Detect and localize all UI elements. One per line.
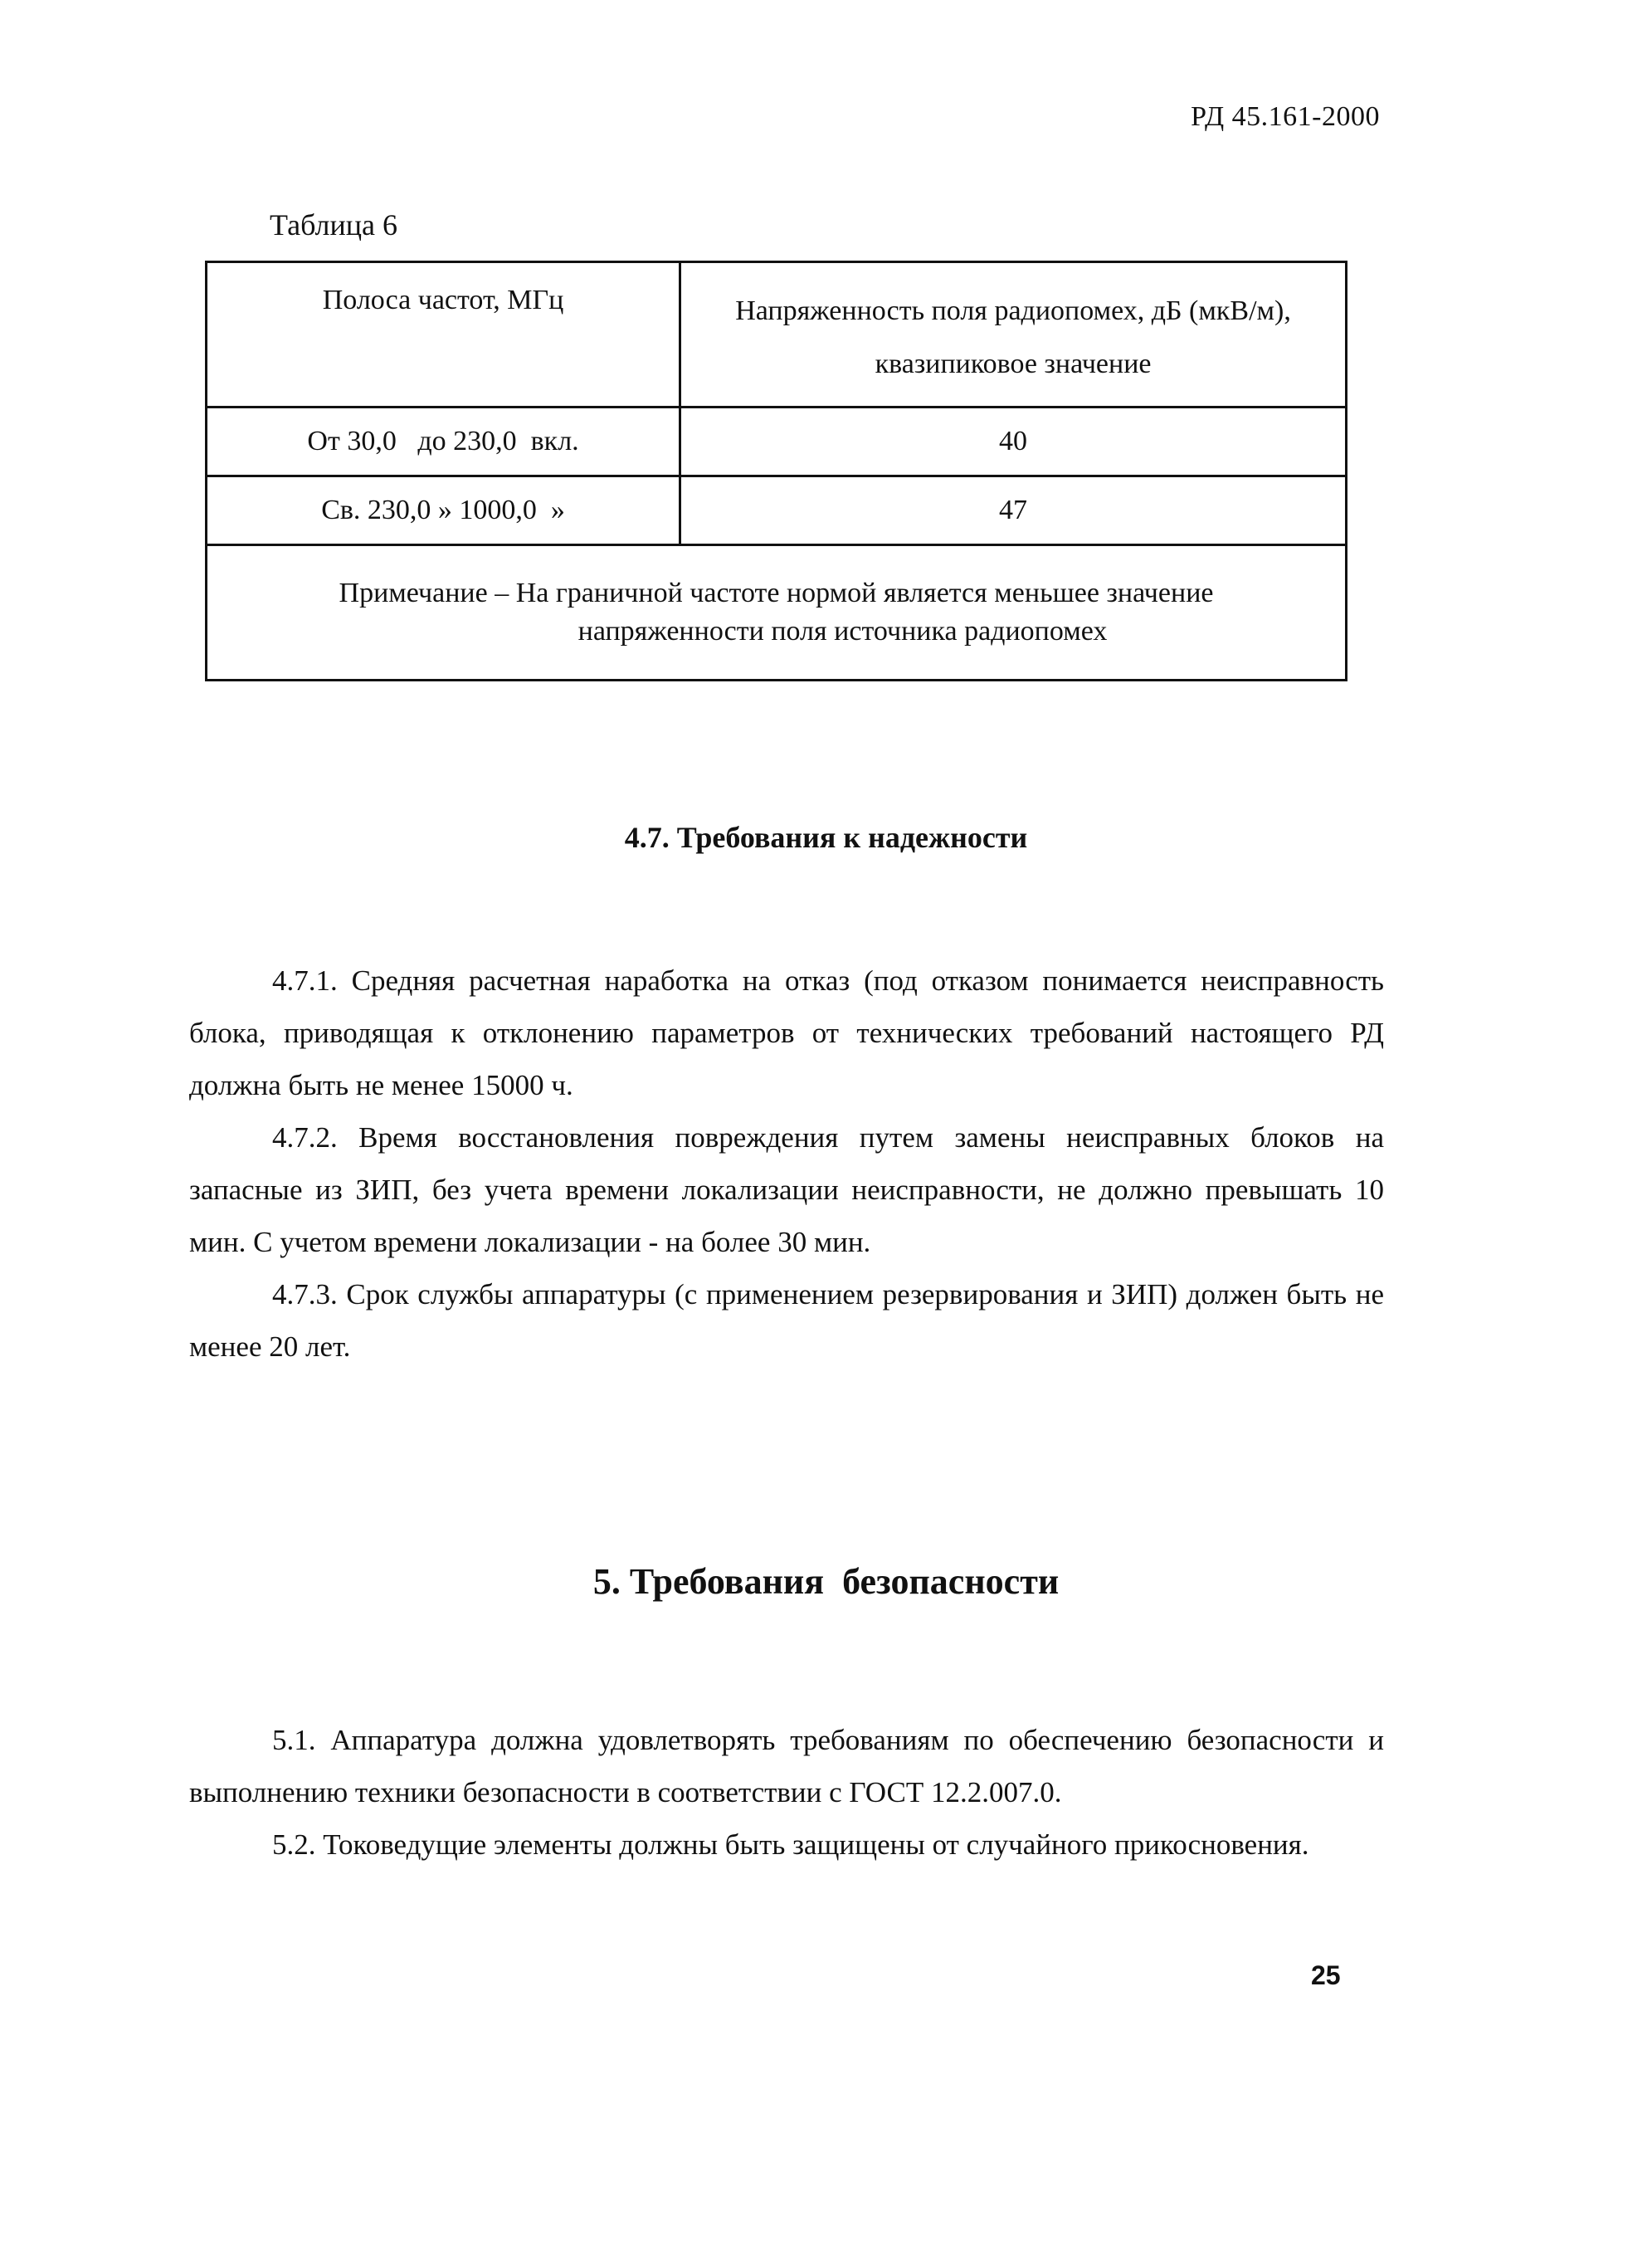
paragraph-4-7-2-text: 4.7.2. Время восстановления повреждения путем замены неисправных блоков на запасные из ЗИП, без учета времени локализации неисправности, не должно превышать 10 мин. С учетом времени локализации - на более 30 мин. (189, 1121, 1384, 1258)
interference-table (205, 261, 1347, 681)
header-field-strength-line1: Напряженность поля радиопомех, дБ (мкВ/м), (735, 295, 1291, 326)
band-cell: Св. 230,0 » 1000,0 » (207, 476, 680, 545)
table-row (207, 476, 1347, 545)
paragraph-5-1-text: 5.1. Аппаратура должна удовлетворять требованиям по обеспечению безопасности и выполнению техники безопасности в соответствии с ГОСТ 12.2.007.0. (189, 1724, 1384, 1808)
paragraph-4-7-3 (189, 1268, 1384, 1373)
header-field-strength (680, 262, 1347, 408)
paragraph-4-7-2 (189, 1111, 1384, 1268)
paragraph-5-2 (189, 1818, 1384, 1871)
table-header-row (207, 262, 1347, 408)
section-heading-safety: 5. Требования безопасности (592, 1561, 1060, 1602)
paragraph-4-7-3-text: 4.7.3. Срок службы аппаратуры (с применением резервирования и ЗИП) должен быть не менее 20 лет. (189, 1278, 1384, 1363)
table-caption: Таблица 6 (270, 208, 397, 242)
table-note-row (207, 545, 1347, 681)
value-cell: 47 (680, 476, 1347, 545)
section-heading-reliability: 4.7. Требования к надежности (624, 821, 1028, 854)
header-field-strength-line2: квазипиковое значение (875, 349, 1152, 379)
band-cell: От 30,0 до 230,0 вкл. (207, 408, 680, 476)
document-code: РД 45.161-2000 (1191, 101, 1380, 132)
paragraph-4-7-1 (189, 954, 1384, 1111)
table-row (207, 408, 1347, 476)
table-note (207, 545, 1347, 681)
paragraph-4-7-1-text: 4.7.1. Средняя расчетная наработка на отказ (под отказом понимается неисправность блока, приводящая к отклонению параметров от технических требований настоящего РД должна быть не менее 15000 ч. (189, 964, 1384, 1101)
table-note-line2: напряженности поля источника радиопомех (577, 616, 1108, 647)
paragraph-5-2-text: 5.2. Токоведущие элементы должны быть защищены от случайного прикосновения. (272, 1828, 1309, 1861)
paragraph-5-1 (189, 1714, 1384, 1818)
page-number: 25 (1311, 1960, 1341, 1990)
table-note-line1: Примечание – На граничной частоте нормой является меньшее значение (339, 578, 1214, 608)
value-cell: 40 (680, 408, 1347, 476)
header-frequency-band: Полоса частот, МГц (207, 262, 680, 408)
